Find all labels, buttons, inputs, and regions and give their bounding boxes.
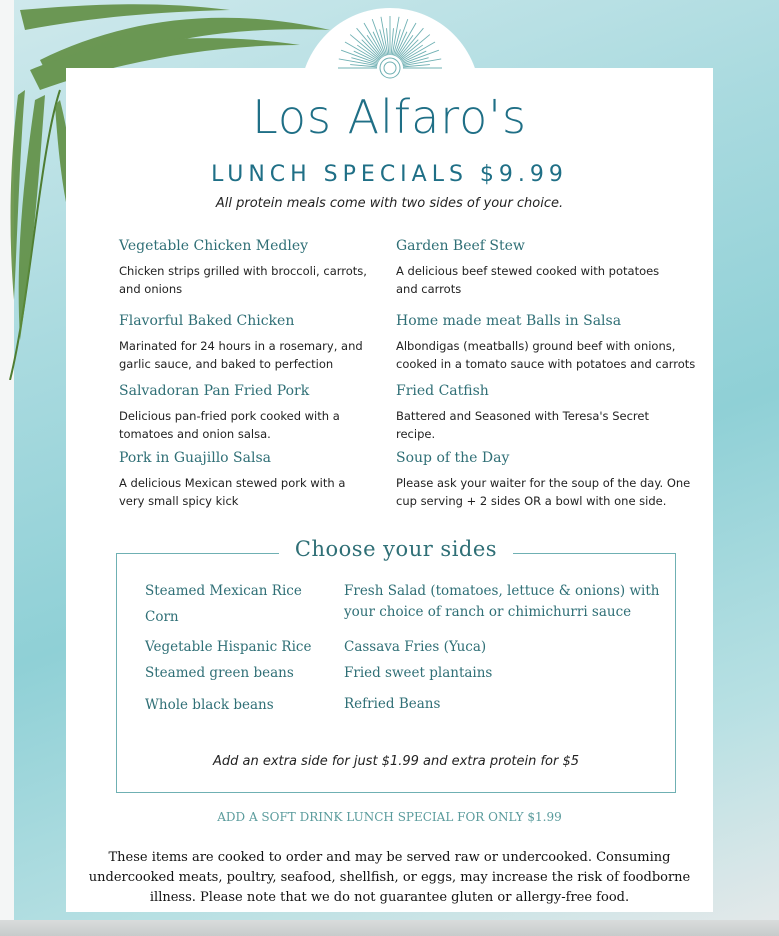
menu-item-name: Garden Beef Stew — [396, 238, 525, 254]
restaurant-name: Los Alfaro's — [252, 90, 527, 144]
extra-side-note: Add an extra side for just $1.99 and extra protein for $5 — [212, 754, 580, 769]
food-safety-disclaimer: These items are cooked to order and may be served raw or undercooked. Consuming undercooked meats, poultry, seafood, shellfish, or eggs, may increase the risk of foodborne illness. Please note that we do not guarantee gluten or allergy-free food. — [88, 850, 691, 905]
menu-item-name: Vegetable Chicken Medley — [119, 238, 309, 254]
menu-item-description: A delicious beef stewed cooked with potatoes and carrots — [396, 264, 660, 296]
side-item: Steamed Mexican Rice — [145, 583, 302, 599]
menu-item — [396, 238, 696, 298]
drink-special: ADD A SOFT DRINK LUNCH SPECIAL FOR ONLY $1.99 — [217, 810, 562, 824]
menu-item-description: Albondigas (meatballs) ground beef with onions, cooked in a tomato sauce with potatoes and carrots — [396, 339, 696, 371]
sunburst-icon — [334, 10, 446, 85]
menu-item-name: Home made meat Balls in Salsa — [396, 313, 622, 329]
menu-item-description: Marinated for 24 hours in a rosemary, and garlic sauce, and baked to perfection — [119, 339, 363, 371]
side-item: Corn — [145, 609, 179, 625]
side-item: Vegetable Hispanic Rice — [145, 639, 312, 655]
sides-title: Choose your sides — [279, 537, 513, 561]
side-item: Fried sweet plantains — [344, 665, 493, 681]
side-item: Steamed green beans — [145, 665, 294, 681]
menu-item-description: Please ask your waiter for the soup of the day. One cup serving + 2 sides OR a bowl with one side. — [396, 476, 691, 508]
menu-item-description: Chicken strips grilled with broccoli, carrots, and onions — [119, 264, 367, 296]
menu-item — [119, 450, 419, 510]
menu-item-description: Battered and Seasoned with Teresa's Secret recipe. — [396, 409, 649, 441]
sides-title-wrap — [116, 537, 676, 561]
menu-item-description: Delicious pan-fried pork cooked with a tomatoes and onion salsa. — [119, 409, 340, 441]
menu-item-name: Fried Catfish — [396, 383, 489, 399]
menu-item — [396, 383, 696, 443]
side-item: Whole black beans — [145, 697, 274, 713]
photo-frame-bottom — [0, 920, 779, 936]
menu-item — [396, 313, 696, 373]
menu-item-description: A delicious Mexican stewed pork with a very small spicy kick — [119, 476, 346, 508]
menu-item — [396, 450, 696, 510]
menu-item-name: Pork in Guajillo Salsa — [119, 450, 271, 466]
side-item-salad: Fresh Salad (tomatoes, lettuce & onions) with your choice of ranch or chimichurri sauce — [344, 583, 660, 620]
menu-item-name: Salvadoran Pan Fried Pork — [119, 383, 310, 399]
menu-item-name: Soup of the Day — [396, 450, 510, 466]
menu-item — [119, 313, 419, 373]
menu-item — [119, 238, 419, 298]
side-item: Cassava Fries (Yuca) — [344, 639, 487, 655]
menu-item — [119, 383, 419, 443]
side-item: Refried Beans — [344, 696, 441, 712]
lunch-specials-heading: LUNCH SPECIALS $9.99 — [211, 162, 568, 187]
sides-included-note: All protein meals come with two sides of your choice. — [215, 196, 564, 211]
menu-item-name: Flavorful Baked Chicken — [119, 313, 295, 329]
